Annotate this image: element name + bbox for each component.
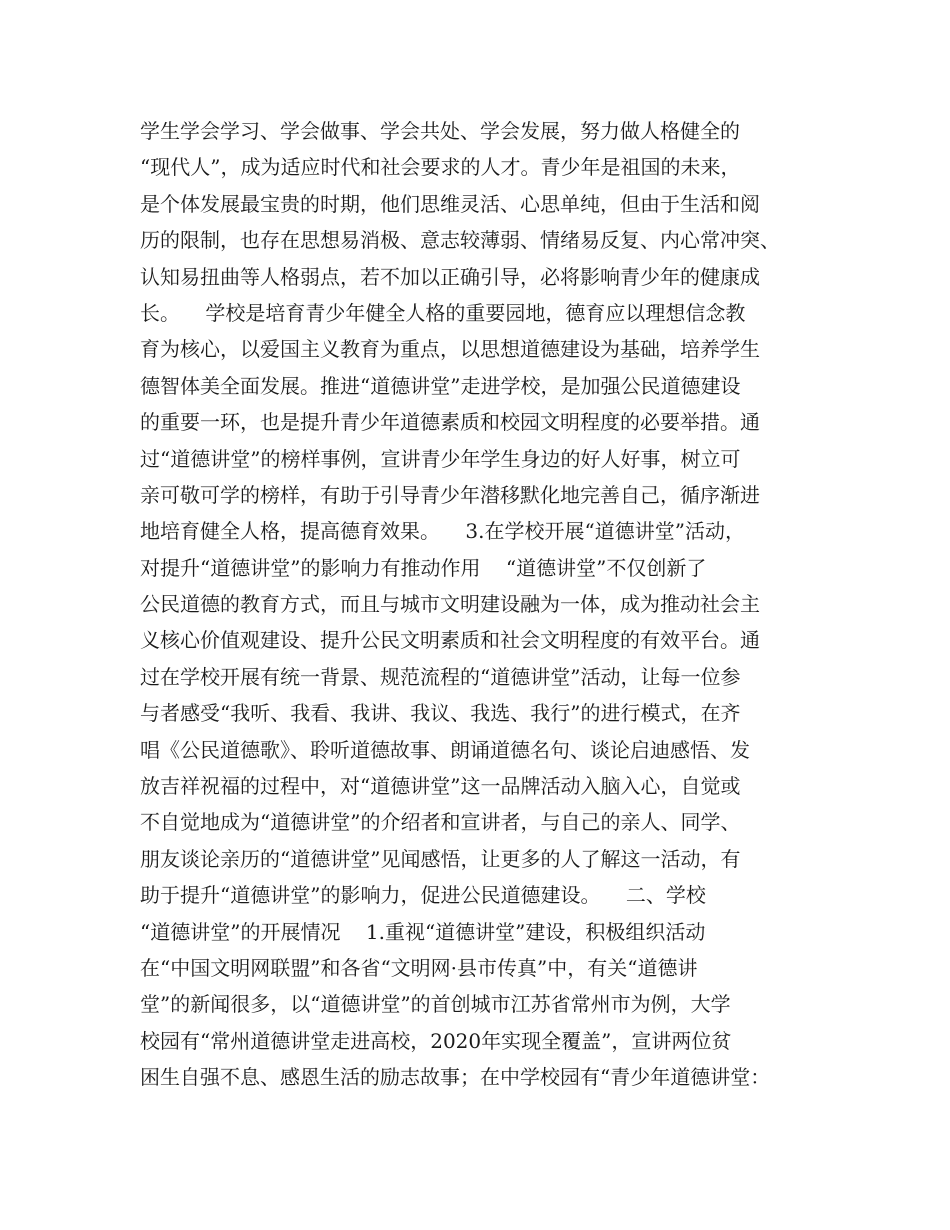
text-line: 育为核心，以爱国主义教育为重点，以思想道德建设为基础，培养学生 [140, 337, 760, 362]
text-line: 朋友谈论亲历的“道德讲堂”见闻感悟，让更多的人了解这一活动，有 [140, 846, 741, 871]
text-line: 历的限制，也存在思想易消极、意志较薄弱、情绪易反复、内心常冲突、 [140, 228, 780, 253]
text-line: 困生自强不息、感恩生活的励志故事；在中学校园有“青少年道德讲堂： [140, 1065, 771, 1090]
text-line: 放吉祥祝福的过程中，对“道德讲堂”这一品牌活动入脑入心，自觉或 [140, 774, 741, 799]
body-text [140, 113, 830, 1096]
text-line: 亲可敬可学的榜样，有助于引导青少年潜移默化地完善自己，循序渐进 [140, 482, 760, 507]
text-line: 过“道德讲堂”的榜样事例，宣讲青少年学生身边的好人好事，树立可 [140, 446, 741, 471]
text-line: 长。 学校是培育青少年健全人格的重要园地，德育应以理想信念教 [140, 300, 746, 325]
text-line: 义核心价值观建设、提升公民文明素质和社会文明程度的有效平台。通 [140, 628, 760, 653]
text-line: 对提升“道德讲堂”的影响力有推动作用 “道德讲堂”不仅创新了 [140, 555, 707, 580]
text-line: 助于提升“道德讲堂”的影响力，促进公民道德建设。 二、学校 [140, 883, 706, 908]
text-line: 学生学会学习、学会做事、学会共处、学会发展，努力做人格健全的 [140, 119, 740, 143]
text-line: 认知易扭曲等人格弱点，若不加以正确引导，必将影响青少年的健康成 [140, 264, 760, 289]
text-line: “现代人”，成为适应时代和社会要求的人才。青少年是祖国的未来， [140, 155, 741, 180]
text-line: 地培育健全人格，提高德育效果。 3.在学校开展“道德讲堂”活动， [140, 519, 745, 544]
text-line: 不自觉地成为“道德讲堂”的介绍者和宣讲者，与自己的亲人、同学、 [140, 810, 741, 835]
text-line: 在“中国文明网联盟”和各省“文明网·县市传真”中，有关“道德讲 [140, 955, 698, 980]
text-line: 堂”的新闻很多，以“道德讲堂”的首创城市江苏省常州市为例，大学 [140, 992, 731, 1017]
text-line: “道德讲堂”的开展情况 1.重视“道德讲堂”建设，积极组织活动 [140, 919, 706, 944]
text-line: 与者感受“我听、我看、我讲、我议、我选、我行”的进行模式，在齐 [140, 701, 741, 726]
text-line: 校园有“常州道德讲堂走进高校，2020年实现全覆盖”，宣讲两位贫 [140, 1028, 732, 1053]
text-line: 是个体发展最宝贵的时期，他们思维灵活、心思单纯，但由于生活和阅 [140, 191, 760, 216]
text-line: 公民道德的教育方式，而且与城市文明建设融为一体，成为推动社会主 [140, 592, 760, 617]
text-line: 德智体美全面发展。推进“道德讲堂”走进学校，是加强公民道德建设 [140, 373, 741, 398]
text-line: 过在学校开展有统一背景、规范流程的“道德讲堂”活动，让每一位参 [140, 664, 741, 689]
text-line: 的重要一环，也是提升青少年道德素质和校园文明程度的必要举措。通 [140, 410, 760, 435]
text-line: 唱《公民道德歌》、聆听道德故事、朗诵道德名句、谈论启迪感悟、发 [140, 737, 750, 762]
